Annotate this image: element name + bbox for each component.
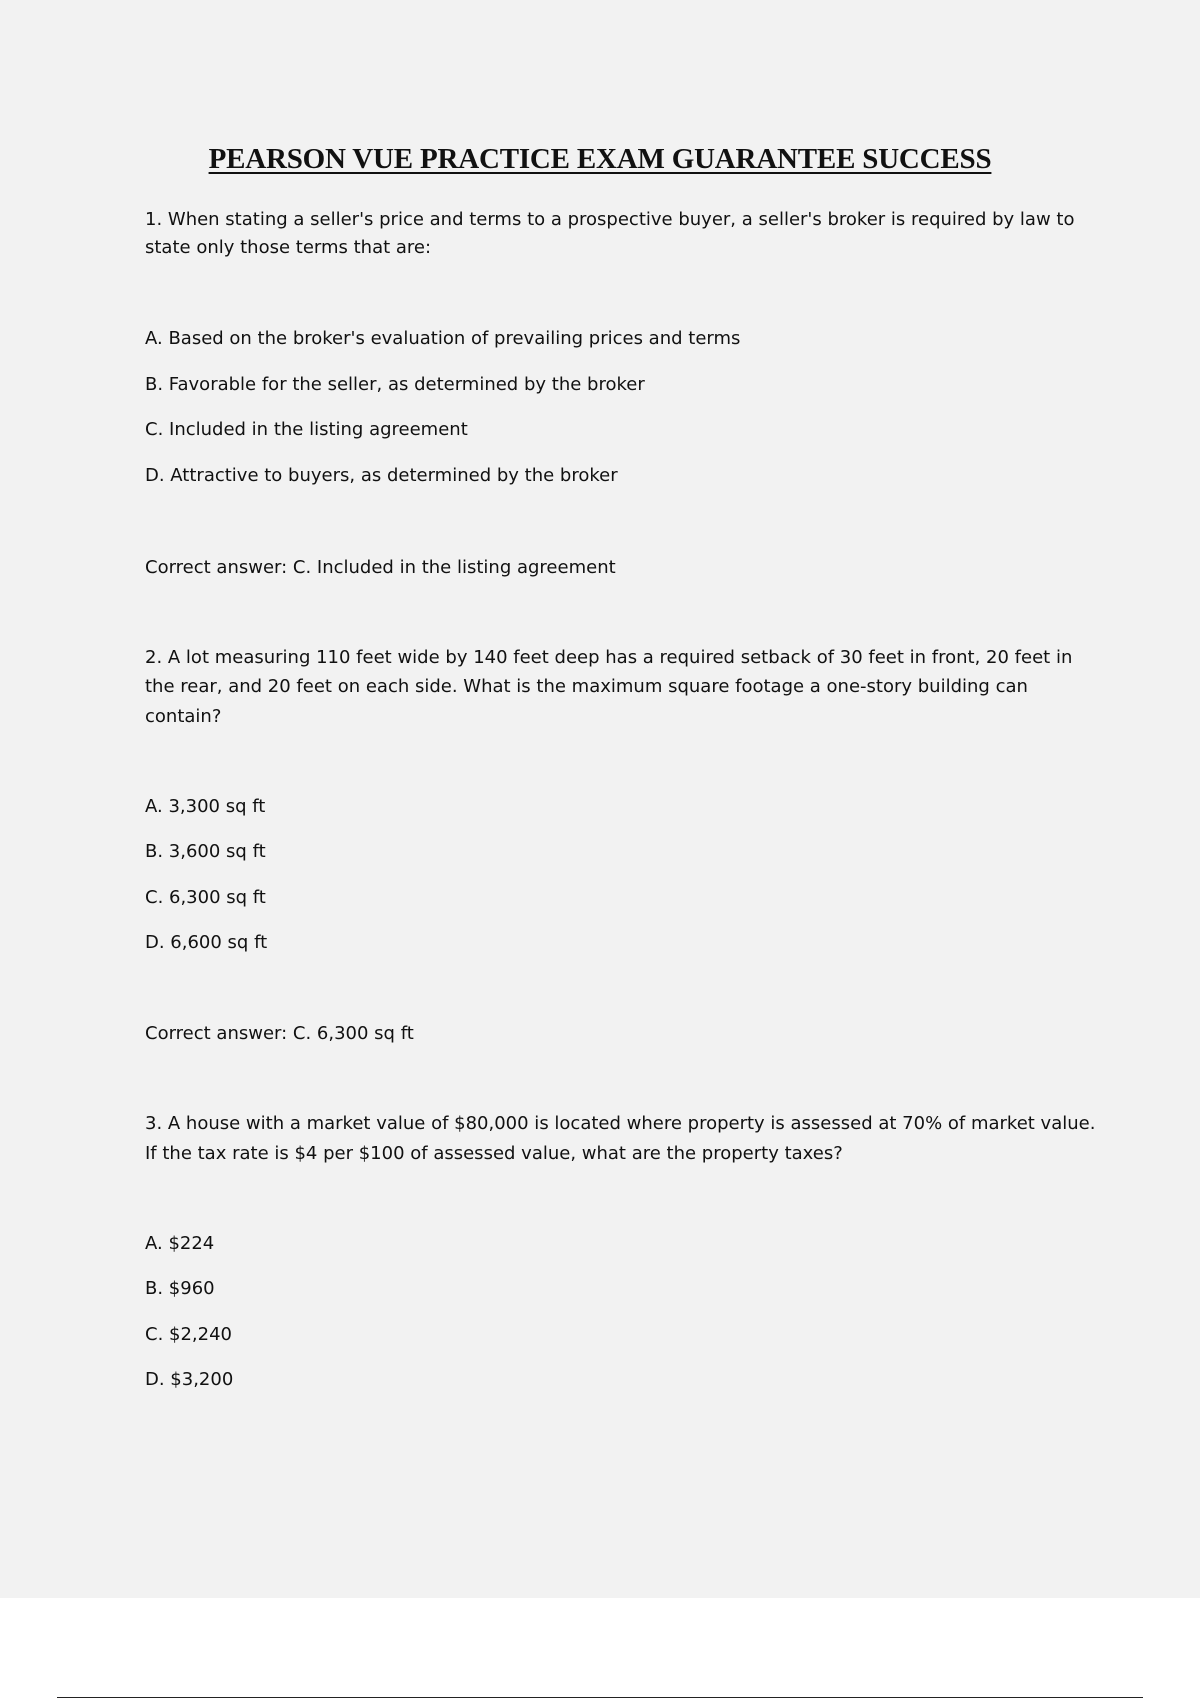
question-2-option-c: C. 6,300 sq ft: [145, 887, 266, 908]
question-2-option-b: B. 3,600 sq ft: [145, 841, 266, 862]
question-1-answer: Correct answer: C. Included in the listing agreement: [145, 557, 616, 578]
question-3-option-b: B. $960: [145, 1278, 215, 1299]
question-1-text-line-1: 1. When stating a seller's price and terms to a prospective buyer, a seller's broker is required by law to: [145, 209, 1075, 230]
question-3-option-d: D. $3,200: [145, 1369, 234, 1390]
question-2-option-d: D. 6,600 sq ft: [145, 932, 268, 953]
page-title: PEARSON VUE PRACTICE EXAM GUARANTEE SUCCESS: [208, 143, 992, 175]
question-2-answer: Correct answer: C. 6,300 sq ft: [145, 1023, 414, 1044]
question-3-text-line-2: If the tax rate is $4 per $100 of assessed value, what are the property taxes?: [145, 1143, 843, 1164]
question-3-option-a: A. $224: [145, 1233, 215, 1254]
question-1-option-a: A. Based on the broker's evaluation of prevailing prices and terms: [145, 328, 741, 349]
question-1-option-b: B. Favorable for the seller, as determined by the broker: [145, 374, 645, 395]
question-2-text-line-1: 2. A lot measuring 110 feet wide by 140 feet deep has a required setback of 30 feet in front, 20 feet in: [145, 647, 1073, 668]
footer-divider: [57, 1697, 1143, 1698]
question-3-option-c: C. $2,240: [145, 1324, 232, 1345]
question-3-text-line-1: 3. A house with a market value of $80,000 is located where property is assessed at 70% of market value.: [145, 1113, 1096, 1134]
question-1-text-line-2: state only those terms that are:: [145, 237, 432, 258]
question-1-option-d: D. Attractive to buyers, as determined by the broker: [145, 465, 618, 486]
question-2-text-line-2: the rear, and 20 feet on each side. What is the maximum square footage a one-story building can: [145, 676, 1028, 697]
question-2-option-a: A. 3,300 sq ft: [145, 796, 266, 817]
question-2-text-line-3: contain?: [145, 706, 222, 727]
question-1-option-c: C. Included in the listing agreement: [145, 419, 468, 440]
